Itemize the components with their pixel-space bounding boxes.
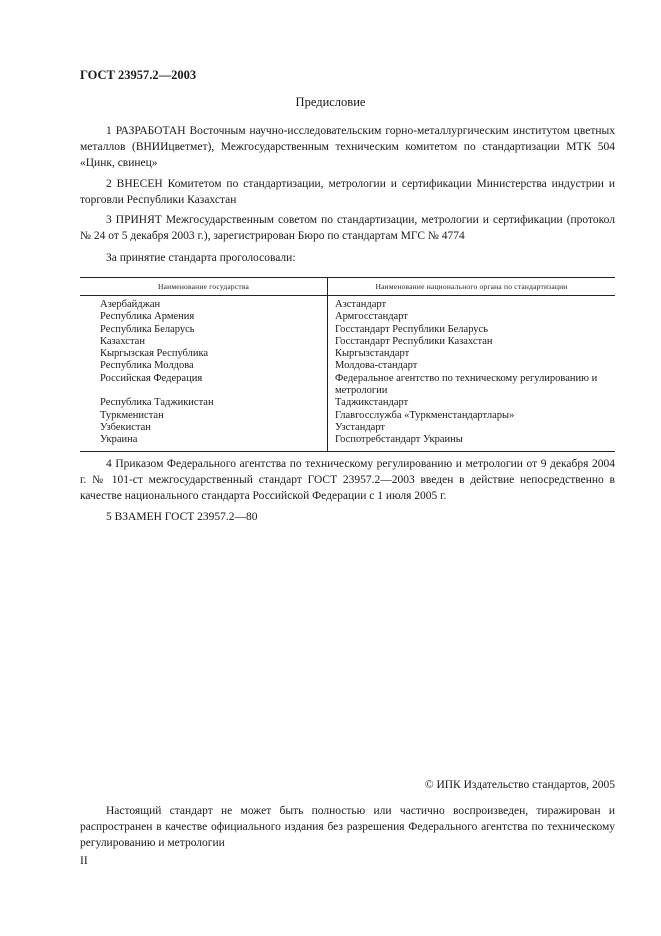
agency-cell: Узстандарт [335,421,386,433]
table-row [80,434,615,446]
table-row [80,324,615,336]
copyright: © ИПК Издательство стандартов, 2005 [424,779,615,791]
agency-cell: Армгосстандарт [335,311,408,323]
country-cell: Республика Армения [100,311,195,323]
paragraph-voted-intro: За принятие стандарта проголосовали: [106,252,296,264]
agency-cell: Федеральное агентство по техническому регулированию и метрологии [335,372,598,397]
paragraph-introduced: 2 ВНЕСЕН Комитетом по стандартизации, метрологии и сертификации Министерства индустрии и торговли Республики Казахстан [80,178,615,206]
agency-cell: Госпотребстандарт Украины [335,434,463,446]
table-row [80,373,615,398]
table-row [80,348,615,360]
header-agency: Наименование национального органа по стандартизации [327,278,615,295]
table-row [80,422,615,434]
table-row [80,410,615,422]
reproduction-notice: Настоящий стандарт не может быть полностью или частично воспроизведен, тиражирован и распространен в качестве официального издания без разрешения Федерального агентства по техническому регулированию и метрологии [80,805,615,849]
table-body [80,296,615,451]
agency-cell: Азстандарт [335,299,387,310]
paragraph-replaces: 5 ВЗАМЕН ГОСТ 23957.2—80 [106,511,258,523]
header-country: Наименование государства [157,282,249,291]
agency-cell: Госстандарт Республики Казахстан [335,335,493,347]
country-cell: Кыргызская Республика [100,348,209,360]
country-cell: Республика Таджикистан [100,397,214,409]
table-row [80,336,615,348]
table-header [80,278,615,296]
agency-cell: Главгосслужба «Туркменстандартлары» [335,409,515,421]
column-divider [327,296,328,451]
doc-code: ГОСТ 23957.2—2003 [80,68,197,82]
country-cell: Украина [100,434,138,446]
agency-cell: Госстандарт Республики Беларусь [335,323,489,335]
section-title: Предисловие [295,95,366,109]
table-row [80,299,615,311]
paragraph-developed: 1 РАЗРАБОТАН Восточным научно-исследовательским горно-металлургическим институтом цветных металлов (ВНИИцветмет), Межгосударственным техническим комитетом по стандартизации МТК 504 «Цинк, свинец» [80,125,615,169]
agency-cell: Молдова-стандарт [335,360,418,372]
table-row [80,360,615,372]
table-rows [80,299,615,447]
page-number: II [80,855,88,867]
country-cell: Казахстан [100,335,145,347]
agency-cell: Кыргызстандарт [335,348,410,360]
paragraph-adopted: 3 ПРИНЯТ Межгосударственным советом по стандартизации, метрологии и сертификации (протокол № 24 от 5 декабря 2003 г.), зарегистрирован Бюро по стандартам МГС № 4774 [80,214,615,242]
country-cell: Узбекистан [100,421,151,433]
paragraph-enacted: 4 Приказом Федерального агентства по техническому регулированию и метрологии от 9 декабря 2004 г. № 101-ст межгосударственный стандарт ГОСТ 23957.2—2003 введен в действие непосредственно в качестве национального стандарта Российской Федерации с 1 июля 2005 г. [80,458,615,502]
table-row [80,311,615,323]
table-row [80,397,615,409]
country-cell: Азербайджан [100,299,161,310]
country-cell: Республика Беларусь [100,323,195,335]
country-cell: Туркменистан [100,409,164,421]
agency-cell: Таджикстандарт [335,397,409,409]
country-cell: Республика Молдова [100,360,194,372]
country-cell: Российская Федерация [100,372,203,384]
voting-table [80,277,615,452]
